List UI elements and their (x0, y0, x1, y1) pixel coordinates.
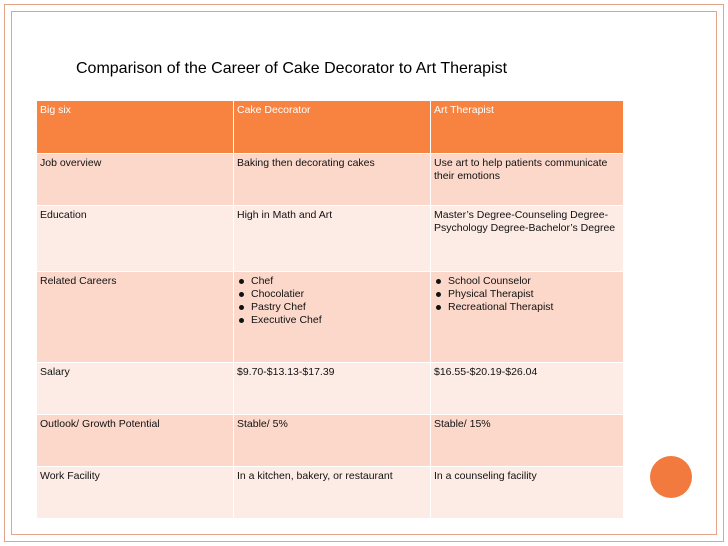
list-item: Pastry Chef (237, 301, 427, 314)
art-cell: In a counseling facility (431, 467, 624, 519)
header-big-six: Big six (37, 101, 234, 154)
list-item: Physical Therapist (434, 288, 620, 301)
art-cell: Use art to help patients communicate their emotions (431, 154, 624, 206)
table-row-related-careers (37, 272, 624, 363)
table-row-education (37, 206, 624, 272)
cake-careers-list (237, 275, 427, 327)
row-label: Related Careers (37, 272, 234, 363)
header-cake-decorator: Cake Decorator (234, 101, 431, 154)
cake-cell: In a kitchen, bakery, or restaurant (234, 467, 431, 519)
list-item: Chef (237, 275, 427, 288)
art-careers-list (434, 275, 620, 314)
list-item: School Counselor (434, 275, 620, 288)
art-cell: Stable/ 15% (431, 415, 624, 467)
header-art-therapist: Art Therapist (431, 101, 624, 154)
row-label: Education (37, 206, 234, 272)
row-label: Work Facility (37, 467, 234, 519)
table-row-salary (37, 363, 624, 415)
list-item: Recreational Therapist (434, 301, 620, 314)
row-label: Job overview (37, 154, 234, 206)
table-row-outlook (37, 415, 624, 467)
slide-title: Comparison of the Career of Cake Decorator to Art Therapist (76, 60, 508, 77)
cake-cell: Baking then decorating cakes (234, 154, 431, 206)
cake-cell: $9.70-$13.13-$17.39 (234, 363, 431, 415)
row-label: Salary (37, 363, 234, 415)
table-row-job-overview (37, 154, 624, 206)
list-item: Chocolatier (237, 288, 427, 301)
table-row-work-facility (37, 467, 624, 519)
cake-cell (234, 272, 431, 363)
art-cell: Master’s Degree-Counseling Degree-Psychology Degree-Bachelor’s Degree (431, 206, 624, 272)
list-item: Executive Chef (237, 314, 427, 327)
decorative-circle (650, 456, 692, 498)
table-header-row (37, 101, 624, 154)
comparison-table (36, 100, 624, 519)
art-cell: $16.55-$20.19-$26.04 (431, 363, 624, 415)
cake-cell: High in Math and Art (234, 206, 431, 272)
art-cell (431, 272, 624, 363)
cake-cell: Stable/ 5% (234, 415, 431, 467)
row-label: Outlook/ Growth Potential (37, 415, 234, 467)
